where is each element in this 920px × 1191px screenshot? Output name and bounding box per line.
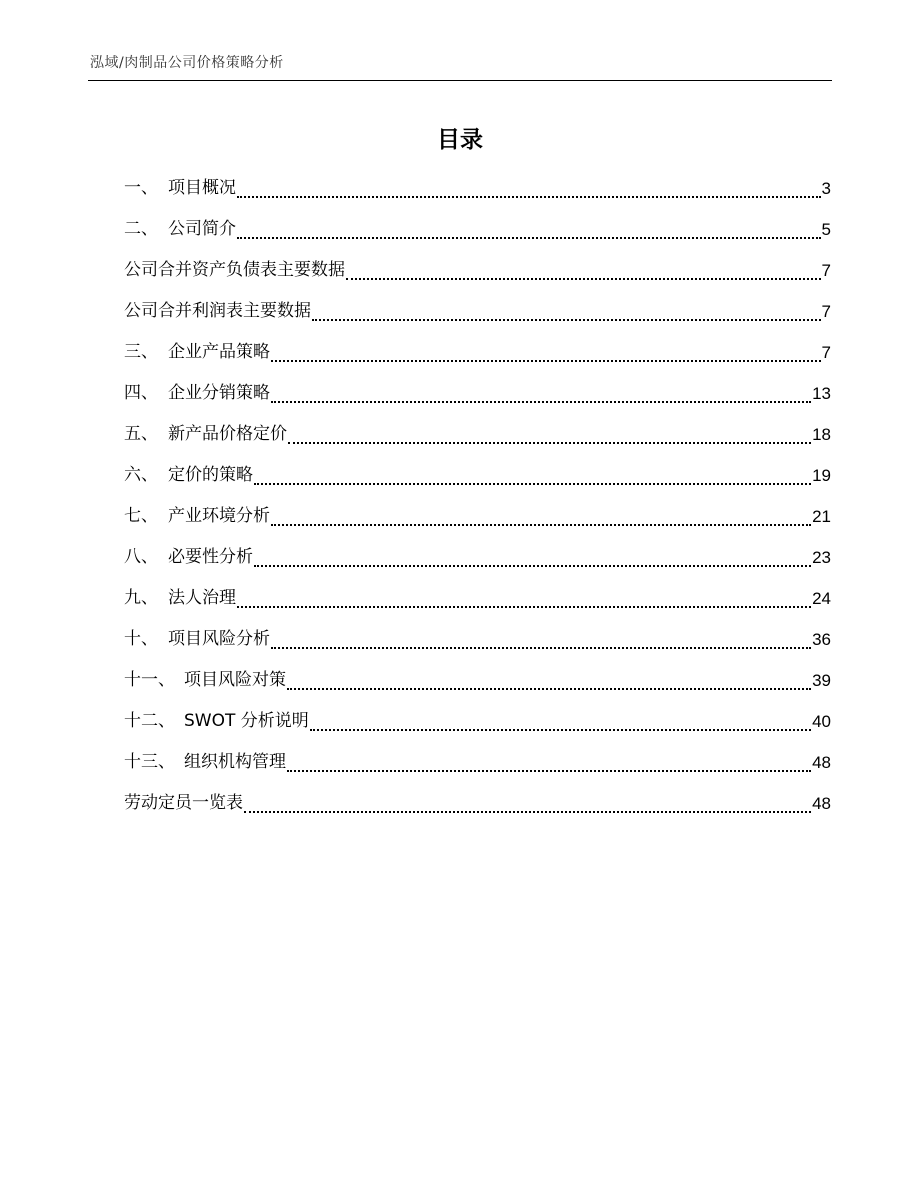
toc-entry-title: 公司合并利润表主要数据	[124, 301, 311, 321]
toc-entry-title: 公司合并资产负债表主要数据	[124, 260, 345, 280]
toc-entry-number: 一、	[124, 178, 158, 198]
toc-leader-dots	[287, 770, 811, 772]
toc-title: 目录	[437, 127, 483, 153]
toc-entry-title: 项目风险对策	[184, 670, 286, 690]
toc-leader-dots	[237, 606, 811, 608]
toc-entry-page: 39	[812, 671, 831, 690]
toc-entry-number: 九、	[124, 588, 158, 608]
toc-entry-10[interactable]	[124, 537, 831, 578]
toc-leader-dots	[237, 237, 821, 239]
toc-entry-2[interactable]	[124, 209, 831, 250]
toc-entry-number: 二、	[124, 219, 158, 239]
toc-list	[124, 168, 831, 824]
toc-entry-number: 八、	[124, 547, 158, 567]
toc-entry-label	[124, 250, 345, 291]
toc-entry-title: 企业产品策略	[168, 342, 270, 362]
toc-entry-title: 定价的策略	[168, 465, 253, 485]
toc-entry-page: 48	[812, 794, 831, 813]
toc-entry-6[interactable]	[124, 373, 831, 414]
toc-entry-page: 24	[812, 589, 831, 608]
toc-entry-title: 劳动定员一览表	[124, 793, 243, 813]
toc-entry-number: 六、	[124, 465, 158, 485]
toc-entry-title: 项目风险分析	[168, 629, 270, 649]
toc-entry-label	[124, 291, 311, 332]
toc-leader-dots	[310, 729, 811, 731]
toc-entry-number: 三、	[124, 342, 158, 362]
toc-leader-dots	[254, 483, 811, 485]
toc-entry-label	[124, 496, 270, 537]
toc-entry-label	[124, 537, 253, 578]
toc-entry-label	[124, 332, 270, 373]
toc-entry-page: 40	[812, 712, 831, 731]
toc-entry-page: 18	[812, 425, 831, 444]
toc-leader-dots	[237, 196, 821, 198]
toc-entry-page: 13	[812, 384, 831, 403]
toc-entry-page: 23	[812, 548, 831, 567]
toc-entry-page: 7	[821, 343, 831, 362]
toc-entry-14[interactable]	[124, 701, 831, 742]
toc-entry-number: 五、	[124, 424, 158, 444]
toc-entry-label	[124, 619, 270, 660]
toc-entry-8[interactable]	[124, 455, 831, 496]
toc-entry-label	[124, 455, 253, 496]
toc-entry-label	[124, 414, 287, 455]
toc-entry-label	[124, 578, 236, 619]
toc-entry-title: 新产品价格定价	[168, 424, 287, 444]
toc-entry-label	[124, 660, 286, 701]
toc-entry-page: 3	[821, 179, 831, 198]
toc-entry-title: SWOT 分析说明	[184, 711, 309, 731]
toc-entry-title: 产业环境分析	[168, 506, 270, 526]
toc-leader-dots	[271, 647, 811, 649]
toc-entry-11[interactable]	[124, 578, 831, 619]
toc-entry-number: 十二、	[124, 711, 175, 731]
toc-entry-page: 48	[812, 753, 831, 772]
toc-entry-13[interactable]	[124, 660, 831, 701]
toc-entry-page: 21	[812, 507, 831, 526]
toc-entry-1[interactable]	[124, 168, 831, 209]
toc-entry-number: 十、	[124, 629, 158, 649]
toc-entry-5[interactable]	[124, 332, 831, 373]
toc-leader-dots	[244, 811, 811, 813]
toc-entry-4[interactable]	[124, 291, 831, 332]
toc-entry-title: 企业分销策略	[168, 383, 270, 403]
toc-entry-title: 公司简介	[168, 219, 236, 239]
toc-entry-label	[124, 209, 236, 250]
toc-leader-dots	[312, 319, 821, 321]
toc-entry-label	[124, 168, 236, 209]
toc-entry-title: 必要性分析	[168, 547, 253, 567]
running-header: 泓域/肉制品公司价格策略分析	[90, 55, 284, 71]
toc-entry-label	[124, 742, 286, 783]
toc-entry-page: 19	[812, 466, 831, 485]
toc-entry-title: 法人治理	[168, 588, 236, 608]
toc-leader-dots	[271, 524, 811, 526]
toc-entry-15[interactable]	[124, 742, 831, 783]
toc-entry-number: 十三、	[124, 752, 175, 772]
toc-leader-dots	[288, 442, 811, 444]
toc-leader-dots	[271, 360, 821, 362]
toc-leader-dots	[287, 688, 811, 690]
toc-entry-page: 7	[821, 261, 831, 280]
toc-entry-number: 十一、	[124, 670, 175, 690]
toc-entry-page: 7	[821, 302, 831, 321]
toc-entry-7[interactable]	[124, 414, 831, 455]
toc-entry-9[interactable]	[124, 496, 831, 537]
toc-entry-label	[124, 701, 309, 742]
toc-entry-label	[124, 373, 270, 414]
toc-entry-title: 项目概况	[168, 178, 236, 198]
header-rule	[88, 80, 832, 81]
toc-entry-title: 组织机构管理	[184, 752, 286, 772]
toc-leader-dots	[271, 401, 811, 403]
toc-entry-12[interactable]	[124, 619, 831, 660]
toc-entry-3[interactable]	[124, 250, 831, 291]
toc-leader-dots	[346, 278, 821, 280]
toc-entry-page: 36	[812, 630, 831, 649]
toc-entry-number: 四、	[124, 383, 158, 403]
toc-leader-dots	[254, 565, 811, 567]
toc-entry-label	[124, 783, 243, 824]
toc-entry-page: 5	[821, 220, 831, 239]
toc-entry-number: 七、	[124, 506, 158, 526]
toc-entry-16[interactable]	[124, 783, 831, 824]
